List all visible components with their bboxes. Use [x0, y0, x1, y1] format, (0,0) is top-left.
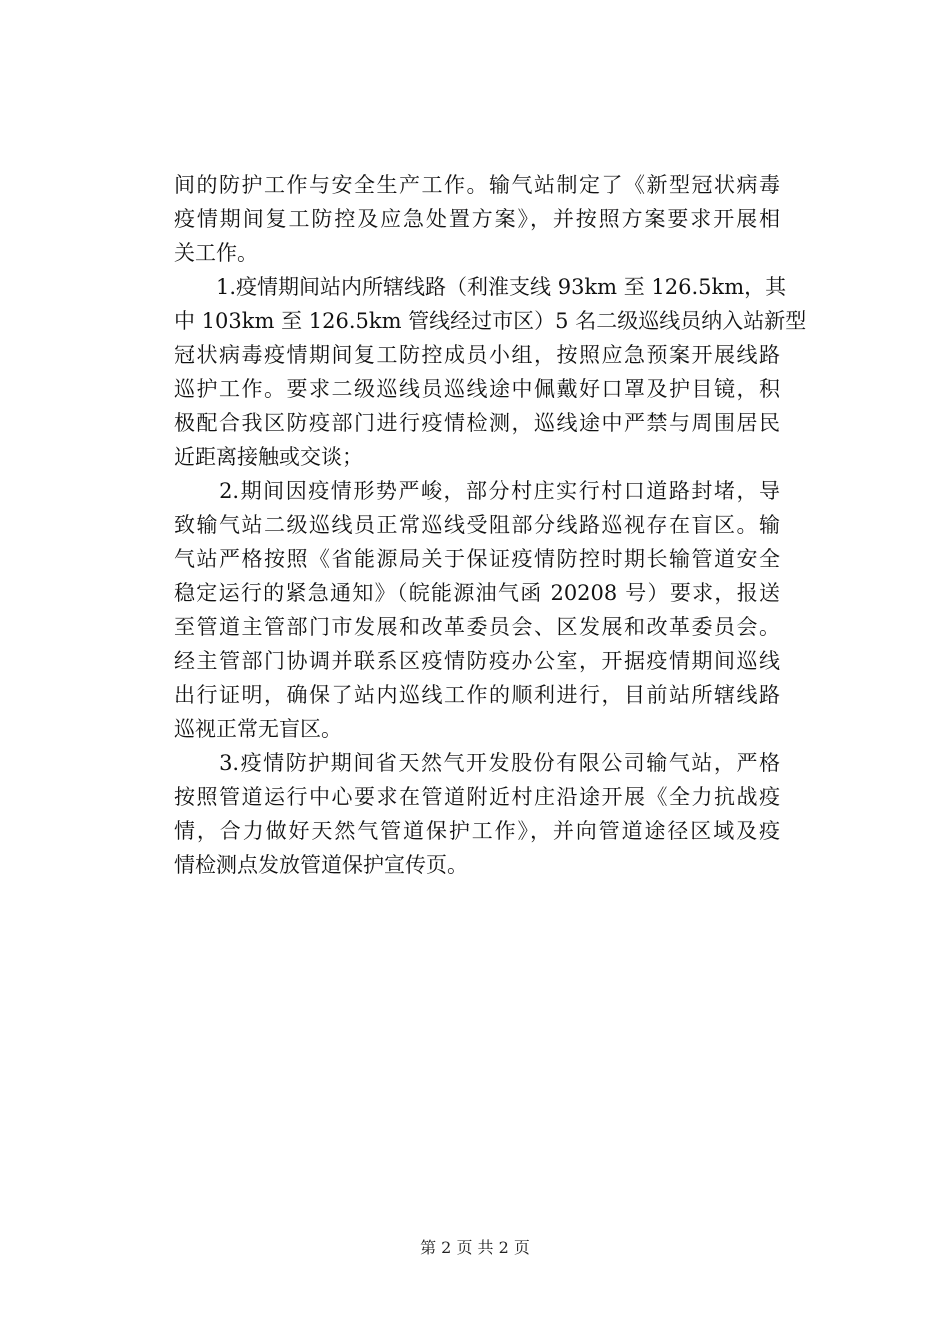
body-text	[174, 168, 807, 882]
text-line: 1.疫情期间站内所辖线路（利淮支线 93km 至 126.5km，其	[174, 275, 787, 299]
text-line: 中 103km 至 126.5km 管线经过市区）5 名二级巡线员纳入站新型	[174, 309, 807, 333]
text-line: 冠状病毒疫情期间复工防控成员小组，按照应急预案开展线路	[174, 343, 780, 367]
text-line: 巡护工作。要求二级巡线员巡线途中佩戴好口罩及护目镜，积	[174, 377, 780, 401]
text-line: 致输气站二级巡线员正常巡线受阻部分线路巡视存在盲区。输	[174, 513, 780, 537]
text-line: 2.期间因疫情形势严峻，部分村庄实行村口道路封堵，导	[174, 479, 780, 503]
text-line: 间的防护工作与安全生产工作。输气站制定了《新型冠状病毒	[174, 173, 780, 197]
page-footer: 第 2 页 共 2 页	[420, 1238, 530, 1257]
text-line: 按照管道运行中心要求在管道附近村庄沿途开展《全力抗战疫	[174, 785, 780, 809]
text-line: 稳定运行的紧急通知》（皖能源油气函 20208 号）要求，报送	[174, 581, 780, 605]
text-line: 巡视正常无盲区。	[174, 717, 342, 741]
text-line: 关工作。	[174, 241, 258, 265]
text-line: 情，合力做好天然气管道保护工作》，并向管道途径区域及疫	[174, 819, 780, 843]
text-line: 情检测点发放管道保护宣传页。	[174, 853, 468, 877]
text-line: 近距离接触或交谈；	[174, 445, 363, 469]
text-line: 出行证明，确保了站内巡线工作的顺利进行，目前站所辖线路	[174, 683, 780, 707]
text-line: 极配合我区防疫部门进行疫情检测，巡线途中严禁与周围居民	[174, 411, 780, 435]
text-line: 经主管部门协调并联系区疫情防疫办公室，开据疫情期间巡线	[174, 649, 780, 673]
text-line: 气站严格按照《省能源局关于保证疫情防控时期长输管道安全	[174, 547, 780, 571]
text-line: 至管道主管部门市发展和改革委员会、区发展和改革委员会。	[174, 615, 780, 639]
text-line: 疫情期间复工防控及应急处置方案》，并按照方案要求开展相	[174, 207, 780, 231]
text-line: 3.疫情防护期间省天然气开发股份有限公司输气站，严格	[174, 751, 780, 775]
